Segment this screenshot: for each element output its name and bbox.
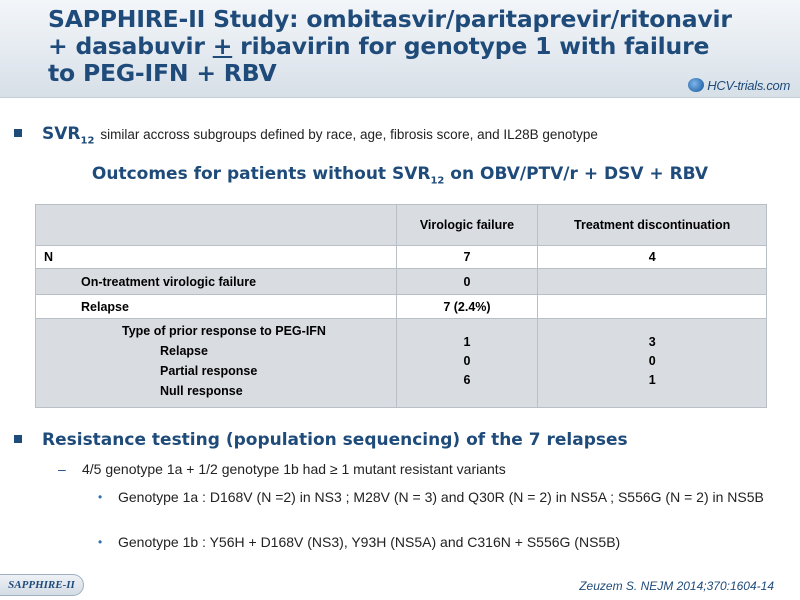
globe-icon bbox=[688, 78, 704, 92]
prior-response-partial: Partial response bbox=[160, 364, 258, 378]
cell-prior-response-discontinuation bbox=[538, 319, 767, 408]
row-label-relapse: Relapse bbox=[36, 295, 397, 319]
cell-n-virologic: 7 bbox=[396, 246, 538, 269]
bullet-svr-text: similar accross subgroups defined by race, age, fibrosis score, and IL28B genotype bbox=[100, 127, 598, 142]
dot-bullet-icon: • bbox=[98, 535, 103, 549]
table-row-relapse bbox=[36, 295, 767, 319]
study-badge: SAPPHIRE-II bbox=[0, 574, 84, 596]
virologic-partial-value: 0 bbox=[463, 354, 471, 368]
discontinuation-partial-value: 0 bbox=[648, 354, 656, 368]
table-row-on-treatment bbox=[36, 269, 767, 295]
cell-prior-response-virologic bbox=[396, 319, 538, 408]
genotype-1b-text: Genotype 1b : Y56H + D168V (NS3), Y93H (NS5A) and C316N + S556G (NS5B) bbox=[118, 534, 621, 550]
sub-bullet-mutants-text: 4/5 genotype 1a + 1/2 genotype 1b had ≥ 1 mutant resistant variants bbox=[82, 461, 506, 477]
bullet-resistance bbox=[14, 430, 794, 450]
bullet-resistance-text: Resistance testing (population sequencing) of the 7 relapses bbox=[42, 430, 628, 450]
svr-label bbox=[42, 124, 94, 146]
virologic-null-value: 6 bbox=[463, 373, 471, 387]
square-bullet-icon bbox=[14, 129, 22, 137]
citation: Zeuzem S. NEJM 2014;370:1604-14 bbox=[579, 579, 774, 593]
cell-n-discontinuation: 4 bbox=[538, 246, 767, 269]
row-label-n: N bbox=[36, 246, 397, 269]
header-treatment-discontinuation: Treatment discontinuation bbox=[538, 205, 767, 246]
cell-on-treatment-discontinuation bbox=[538, 269, 767, 295]
dot-bullet-icon: • bbox=[98, 490, 103, 504]
sub-sub-bullet-1a bbox=[98, 488, 778, 507]
table-row-n bbox=[36, 246, 767, 269]
outcomes-prefix: Outcomes for patients without SVR bbox=[91, 164, 431, 184]
virologic-relapse-value: 1 bbox=[463, 335, 471, 349]
prior-response-relapse: Relapse bbox=[160, 344, 208, 358]
discontinuation-null-value: 1 bbox=[648, 373, 656, 387]
prior-response-label: Type of prior response to PEG-IFN bbox=[122, 324, 326, 338]
outcomes-suffix: on OBV/PTV/r + DSV + RBV bbox=[444, 164, 709, 184]
sub-sub-bullet-1b bbox=[98, 533, 778, 552]
discontinuation-relapse-value: 3 bbox=[648, 335, 656, 349]
cell-relapse-discontinuation bbox=[538, 295, 767, 319]
header-cell-empty bbox=[36, 205, 397, 246]
slide-title bbox=[48, 6, 738, 87]
svr-subscript: 12 bbox=[80, 135, 95, 147]
table-header-row bbox=[36, 205, 767, 246]
hcv-trials-logo bbox=[688, 76, 790, 94]
title-part-1: SAPPHIRE-II Study: ombitasvir/paritaprevir/ritonavir + dasabuvir bbox=[48, 5, 732, 60]
outcomes-subscript: 12 bbox=[430, 175, 445, 187]
slide-header bbox=[0, 0, 800, 98]
dash-marker: – bbox=[58, 461, 66, 477]
row-label-on-treatment: On-treatment virologic failure bbox=[36, 269, 397, 295]
table-row-prior-response bbox=[36, 319, 767, 408]
square-bullet-icon bbox=[14, 435, 22, 443]
bullet-svr bbox=[14, 124, 794, 146]
title-plus-minus: + bbox=[212, 32, 233, 60]
svr-text: SVR bbox=[42, 124, 81, 144]
logo-text: HCV-trials.com bbox=[707, 77, 790, 93]
outcomes-heading bbox=[0, 164, 800, 186]
prior-response-null: Null response bbox=[160, 384, 243, 398]
genotype-1a-text: Genotype 1a : D168V (N =2) in NS3 ; M28V (N = 3) and Q30R (N = 2) in NS5A ; S556G (N = 2) in NS5B bbox=[118, 489, 764, 505]
cell-relapse-virologic: 7 (2.4%) bbox=[396, 295, 538, 319]
sub-bullet-mutants bbox=[58, 461, 758, 477]
title-part-2: ribavirin for genotype 1 with failure to PEG-IFN + RBV bbox=[48, 32, 710, 87]
cell-on-treatment-virologic: 0 bbox=[396, 269, 538, 295]
outcomes-table bbox=[35, 204, 767, 408]
header-virologic-failure: Virologic failure bbox=[396, 205, 538, 246]
row-label-prior-response bbox=[36, 319, 397, 408]
